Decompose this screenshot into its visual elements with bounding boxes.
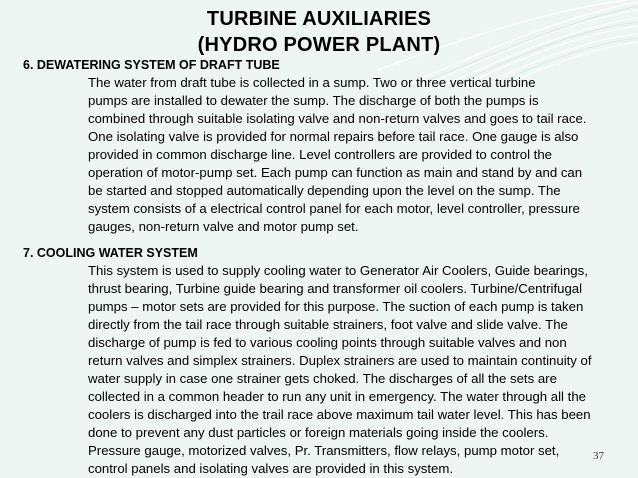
paragraph-line: discharge of pump is fed to various cooling points through suitable valves and non (88, 335, 567, 350)
paragraph-line: control panels and isolating valves are provided in this system. (88, 461, 454, 476)
paragraph-line: directly from the tail race through suitable strainers, foot valve and slide valve. The (88, 317, 568, 332)
paragraph-line: pumps – motor sets are provided for this purpose. The suction of each pump is taken (88, 299, 584, 314)
paragraph-line: combined through suitable isolating valve and non-return valves and goes to tail race. (88, 111, 587, 126)
paragraph-line: One isolating valve is provided for normal repairs before tail race. One gauge is also (88, 129, 579, 144)
paragraph-line: operation of motor-pump set. Each pump can function as main and stand by and can (88, 165, 583, 180)
paragraph-line: collected in a common header to run any unit in emergency. The water through all the (88, 389, 586, 404)
section-heading-dewatering: 6. DEWATERING SYSTEM OF DRAFT TUBE (23, 58, 280, 72)
section-heading-cooling-water: 7. COOLING WATER SYSTEM (23, 246, 198, 260)
paragraph-line: system consists of a electrical control panel for each motor, level controller, pressure (88, 201, 580, 216)
slide-title-line2: (HYDRO POWER PLANT) (197, 34, 441, 56)
paragraph-line: pumps are installed to dewater the sump. The discharge of both the pumps is (88, 93, 539, 108)
paragraph-line: gauges, non-return valve and motor pump set. (88, 219, 359, 234)
slide-title-line1: TURBINE AUXILIARIES (206, 8, 432, 30)
paragraph-line: This system is used to supply cooling water to Generator Air Coolers, Guide bearings, (88, 263, 588, 278)
paragraph-line: The water from draft tube is collected in a sump. Two or three vertical turbine (88, 75, 536, 90)
paragraph-line: done to prevent any dust particles or foreign materials going inside the coolers. (88, 425, 549, 440)
page-number: 37 (593, 450, 604, 462)
paragraph-line: Pressure gauge, motorized valves, Pr. Transmitters, flow relays, pump motor set, (88, 443, 560, 458)
paragraph-line: water supply in case one strainer gets choked. The discharges of all the sets are (88, 371, 557, 386)
paragraph-line: thrust bearing, Turbine guide bearing and transformer oil coolers. Turbine/Centrifugal (88, 281, 583, 296)
paragraph-line: coolers is discharged into the trail race above maximum tail water level. This has been (88, 407, 591, 422)
paragraph-line: return valves and simplex strainers. Duplex strainers are used to maintain continuity of (88, 353, 592, 368)
paragraph-line: provided in common discharge line. Level controllers are provided to control the (88, 147, 553, 162)
paragraph-line: be started and stopped automatically depending upon the level on the sump. The (88, 183, 561, 198)
